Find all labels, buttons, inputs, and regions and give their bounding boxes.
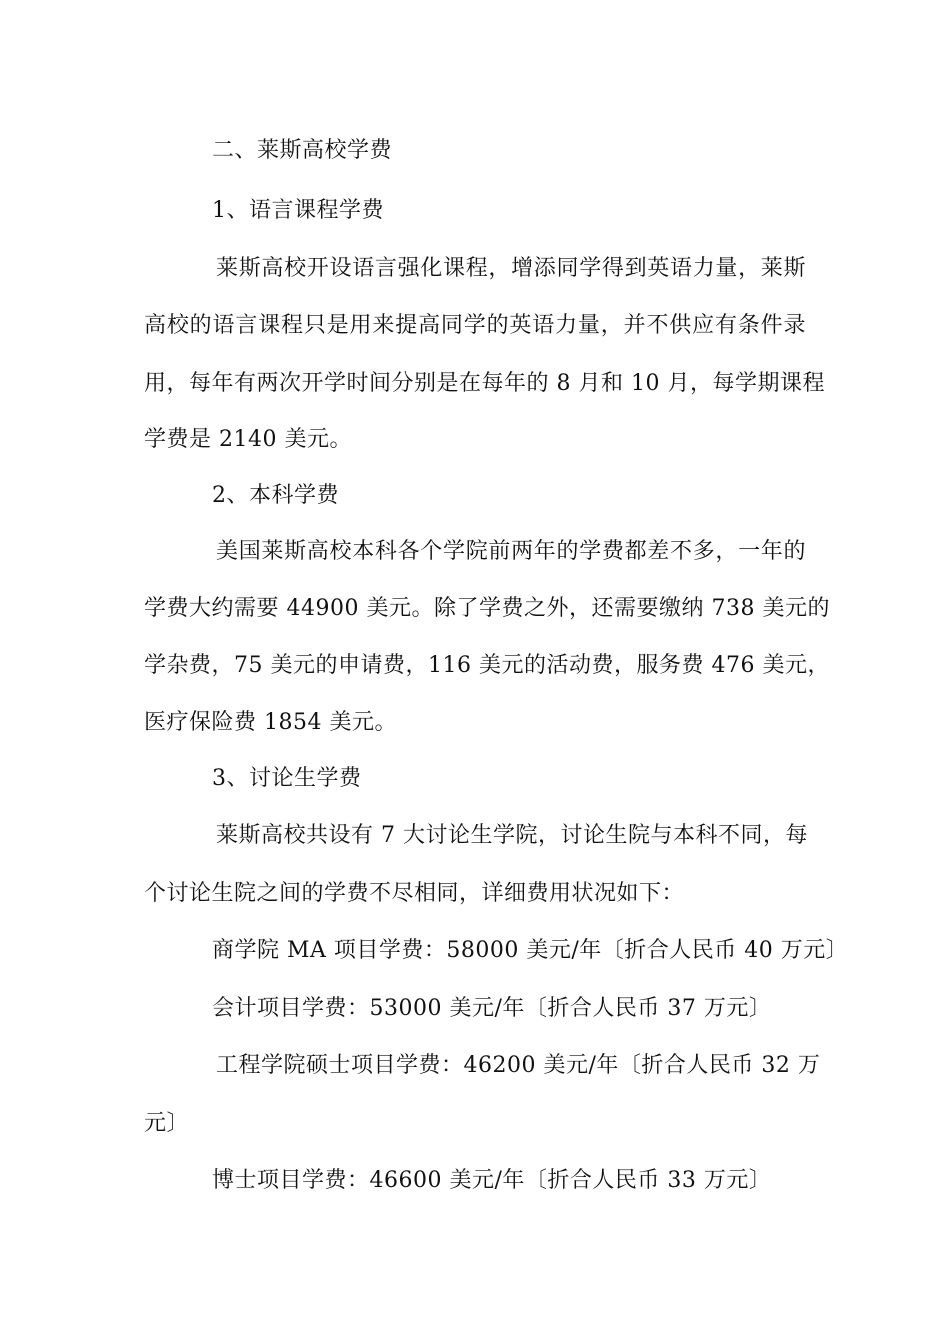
paragraph-line: 高校的语言课程只是用来提高同学的英语力量，并不供应有条件录 [144, 313, 806, 338]
subsection-heading-graduate: 3、讨论生学费 [212, 766, 362, 791]
subsection-heading-undergraduate: 2、本科学费 [212, 483, 339, 508]
paragraph-line: 美国莱斯高校本科各个学院前两年的学费都差不多，一年的 [216, 539, 806, 564]
paragraph-line: 用，每年有两次开学时间分别是在每年的 8 月和 10 月，每学期课程 [144, 371, 825, 396]
section-heading: 二、莱斯高校学费 [212, 138, 393, 163]
paragraph-line: 医疗保险费 1854 美元。 [144, 710, 397, 735]
fee-item: 工程学院硕士项目学费：46200 美元/年〔折合人民币 32 万 [216, 1053, 821, 1078]
paragraph-line: 个讨论生院之间的学费不尽相同，详细费用状况如下： [144, 881, 685, 906]
paragraph-line: 莱斯高校共设有 7 大讨论生学院，讨论生院与本科不同，每 [216, 823, 808, 848]
paragraph-line: 莱斯高校开设语言强化课程，增添同学得到英语力量，莱斯 [216, 256, 806, 281]
fee-item-continuation: 元〕 [144, 1111, 190, 1136]
paragraph-line: 学费大约需要 44900 美元。除了学费之外，还需要缴纳 738 美元的 [144, 596, 830, 621]
paragraph-line: 学费是 2140 美元。 [144, 427, 352, 452]
subsection-heading-language-course: 1、语言课程学费 [212, 198, 384, 223]
fee-item: 商学院 MA 项目学费：58000 美元/年〔折合人民币 40 万元〕 [212, 938, 849, 963]
paragraph-line: 学杂费，75 美元的申请费，116 美元的活动费，服务费 476 美元， [144, 653, 830, 678]
fee-item: 博士项目学费：46600 美元/年〔折合人民币 33 万元〕 [212, 1168, 772, 1193]
fee-item: 会计项目学费：53000 美元/年〔折合人民币 37 万元〕 [212, 996, 772, 1021]
